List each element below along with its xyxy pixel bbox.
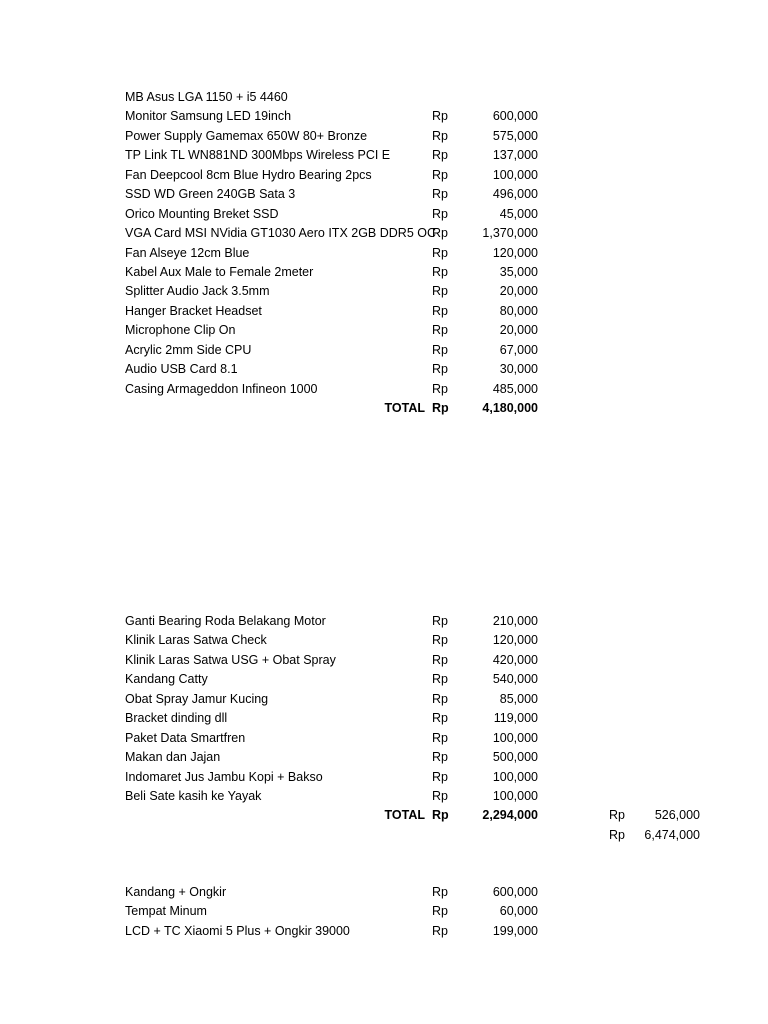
- currency-label: Rp: [432, 109, 448, 124]
- item-amount: 120,000: [492, 633, 538, 648]
- item-amount: 67,000: [499, 342, 538, 357]
- item-description: Makan dan Jajan: [125, 750, 221, 765]
- item-amount: 30,000: [499, 362, 538, 377]
- expense-row: [0, 612, 768, 631]
- total-label: TOTAL: [384, 808, 425, 823]
- currency-label: Rp: [432, 711, 448, 726]
- item-description: Beli Sate kasih ke Yayak: [125, 788, 262, 803]
- item-description: Kandang Catty: [125, 672, 208, 687]
- item-amount: 100,000: [492, 769, 538, 784]
- expense-row: [0, 205, 768, 224]
- item-description: Tempat Minum: [125, 904, 207, 919]
- item-description: Bracket dinding dll: [125, 711, 228, 726]
- grand-total-currency: Rp: [609, 827, 625, 842]
- item-amount: 20,000: [499, 284, 538, 299]
- currency-label: Rp: [432, 284, 448, 299]
- expense-row: [0, 748, 768, 767]
- item-amount: 85,000: [499, 691, 538, 706]
- currency-label: Rp: [432, 148, 448, 163]
- item-amount: 485,000: [492, 381, 538, 396]
- expense-row: [0, 631, 768, 650]
- item-amount: 600,000: [492, 885, 538, 899]
- total-row: [0, 806, 768, 825]
- item-description: Audio USB Card 8.1: [125, 362, 238, 377]
- expense-row: [0, 185, 768, 204]
- item-amount: 1,370,000: [482, 226, 538, 241]
- item-description: Microphone Clip On: [125, 323, 236, 338]
- expense-row: [0, 224, 768, 243]
- currency-label: Rp: [432, 226, 448, 241]
- item-amount: 60,000: [499, 904, 538, 919]
- item-amount: 420,000: [492, 652, 538, 667]
- item-amount: 540,000: [492, 672, 538, 687]
- currency-label: Rp: [432, 245, 448, 260]
- item-description: Paket Data Smartfren: [125, 730, 246, 745]
- currency-label: Rp: [432, 885, 448, 899]
- grand-total-amount: 6,474,000: [644, 827, 700, 842]
- item-amount: 45,000: [499, 206, 538, 221]
- item-amount: 100,000: [492, 788, 538, 803]
- expense-row: [0, 883, 768, 902]
- total-amount: 4,180,000: [482, 401, 538, 415]
- item-amount: 210,000: [492, 614, 538, 628]
- expense-list-extra: [0, 883, 768, 941]
- currency-label: Rp: [432, 691, 448, 706]
- currency-label: Rp: [432, 362, 448, 377]
- item-description: Ganti Bearing Roda Belakang Motor: [125, 614, 326, 628]
- expense-row: [0, 263, 768, 282]
- currency-label: Rp: [432, 614, 448, 628]
- total-label: TOTAL: [384, 401, 425, 415]
- currency-label: Rp: [432, 206, 448, 221]
- side-currency: Rp: [609, 808, 625, 823]
- item-description: VGA Card MSI NVidia GT1030 Aero ITX 2GB DDR5 OC: [125, 226, 436, 241]
- expense-row: [0, 88, 768, 107]
- expense-row: [0, 690, 768, 709]
- item-amount: 119,000: [493, 711, 538, 726]
- currency-label: Rp: [432, 672, 448, 687]
- currency-label: Rp: [432, 187, 448, 202]
- item-description: Fan Deepcool 8cm Blue Hydro Bearing 2pcs: [125, 167, 372, 182]
- grand-total-row: [0, 826, 768, 845]
- currency-label: Rp: [432, 633, 448, 648]
- currency-label: Rp: [432, 923, 448, 938]
- total-currency: Rp: [432, 401, 449, 415]
- item-description: LCD + TC Xiaomi 5 Plus + Ongkir 39000: [125, 923, 350, 938]
- item-description: TP Link TL WN881ND 300Mbps Wireless PCI E: [125, 148, 391, 163]
- expense-row: [0, 321, 768, 340]
- item-amount: 35,000: [499, 264, 538, 279]
- expense-row: [0, 146, 768, 165]
- expense-row: [0, 302, 768, 321]
- currency-label: Rp: [432, 750, 448, 765]
- item-description: Kabel Aux Male to Female 2meter: [125, 264, 314, 279]
- item-amount: 120,000: [492, 245, 538, 260]
- total-amount: 2,294,000: [482, 808, 538, 823]
- expense-row: [0, 341, 768, 360]
- expense-list-pc-build: [0, 88, 768, 418]
- item-description: Orico Mounting Breket SSD: [125, 206, 279, 221]
- expense-row: [0, 670, 768, 689]
- expense-row: [0, 729, 768, 748]
- item-description: MB Asus LGA 1150 + i5 4460: [125, 90, 288, 104]
- item-description: Hanger Bracket Headset: [125, 303, 262, 318]
- item-description: Klinik Laras Satwa Check: [125, 633, 267, 648]
- expense-row: [0, 787, 768, 806]
- item-description: SSD WD Green 240GB Sata 3: [125, 187, 296, 202]
- item-amount: 100,000: [492, 167, 538, 182]
- expense-row: [0, 127, 768, 146]
- currency-label: Rp: [432, 323, 448, 338]
- expense-row: [0, 166, 768, 185]
- currency-label: Rp: [432, 769, 448, 784]
- currency-label: Rp: [432, 381, 448, 396]
- item-description: Kandang + Ongkir: [125, 885, 227, 899]
- expense-row: [0, 360, 768, 379]
- item-description: Power Supply Gamemax 650W 80+ Bronze: [125, 128, 368, 143]
- expense-row: [0, 282, 768, 301]
- item-amount: 496,000: [492, 187, 538, 202]
- expense-row: [0, 244, 768, 263]
- item-description: Indomaret Jus Jambu Kopi + Bakso: [125, 769, 323, 784]
- item-amount: 500,000: [492, 750, 538, 765]
- currency-label: Rp: [432, 904, 448, 919]
- expense-row: [0, 380, 768, 399]
- item-description: Monitor Samsung LED 19inch: [125, 109, 292, 124]
- total-row: [0, 399, 768, 418]
- expense-row: [0, 902, 768, 921]
- item-amount: 20,000: [499, 323, 538, 338]
- currency-label: Rp: [432, 167, 448, 182]
- item-amount: 80,000: [499, 303, 538, 318]
- item-description: Splitter Audio Jack 3.5mm: [125, 284, 270, 299]
- item-amount: 575,000: [492, 128, 538, 143]
- item-description: Obat Spray Jamur Kucing: [125, 691, 269, 706]
- total-currency: Rp: [432, 808, 449, 823]
- currency-label: Rp: [432, 788, 448, 803]
- currency-label: Rp: [432, 303, 448, 318]
- expense-row: [0, 768, 768, 787]
- item-amount: 199,000: [492, 923, 538, 938]
- item-amount: 137,000: [492, 148, 538, 163]
- expense-row: [0, 107, 768, 126]
- item-description: Klinik Laras Satwa USG + Obat Spray: [125, 652, 336, 667]
- item-description: Acrylic 2mm Side CPU: [125, 342, 252, 357]
- expense-row: [0, 709, 768, 728]
- currency-label: Rp: [432, 730, 448, 745]
- item-description: Casing Armageddon Infineon 1000: [125, 381, 318, 396]
- item-amount: 100,000: [492, 730, 538, 745]
- expense-row: [0, 922, 768, 941]
- side-amount: 526,000: [654, 808, 700, 823]
- item-amount: 600,000: [492, 109, 538, 124]
- expense-list-misc: [0, 612, 768, 845]
- currency-label: Rp: [432, 652, 448, 667]
- item-description: Fan Alseye 12cm Blue: [125, 245, 250, 260]
- expense-row: [0, 651, 768, 670]
- currency-label: Rp: [432, 264, 448, 279]
- currency-label: Rp: [432, 128, 448, 143]
- currency-label: Rp: [432, 342, 448, 357]
